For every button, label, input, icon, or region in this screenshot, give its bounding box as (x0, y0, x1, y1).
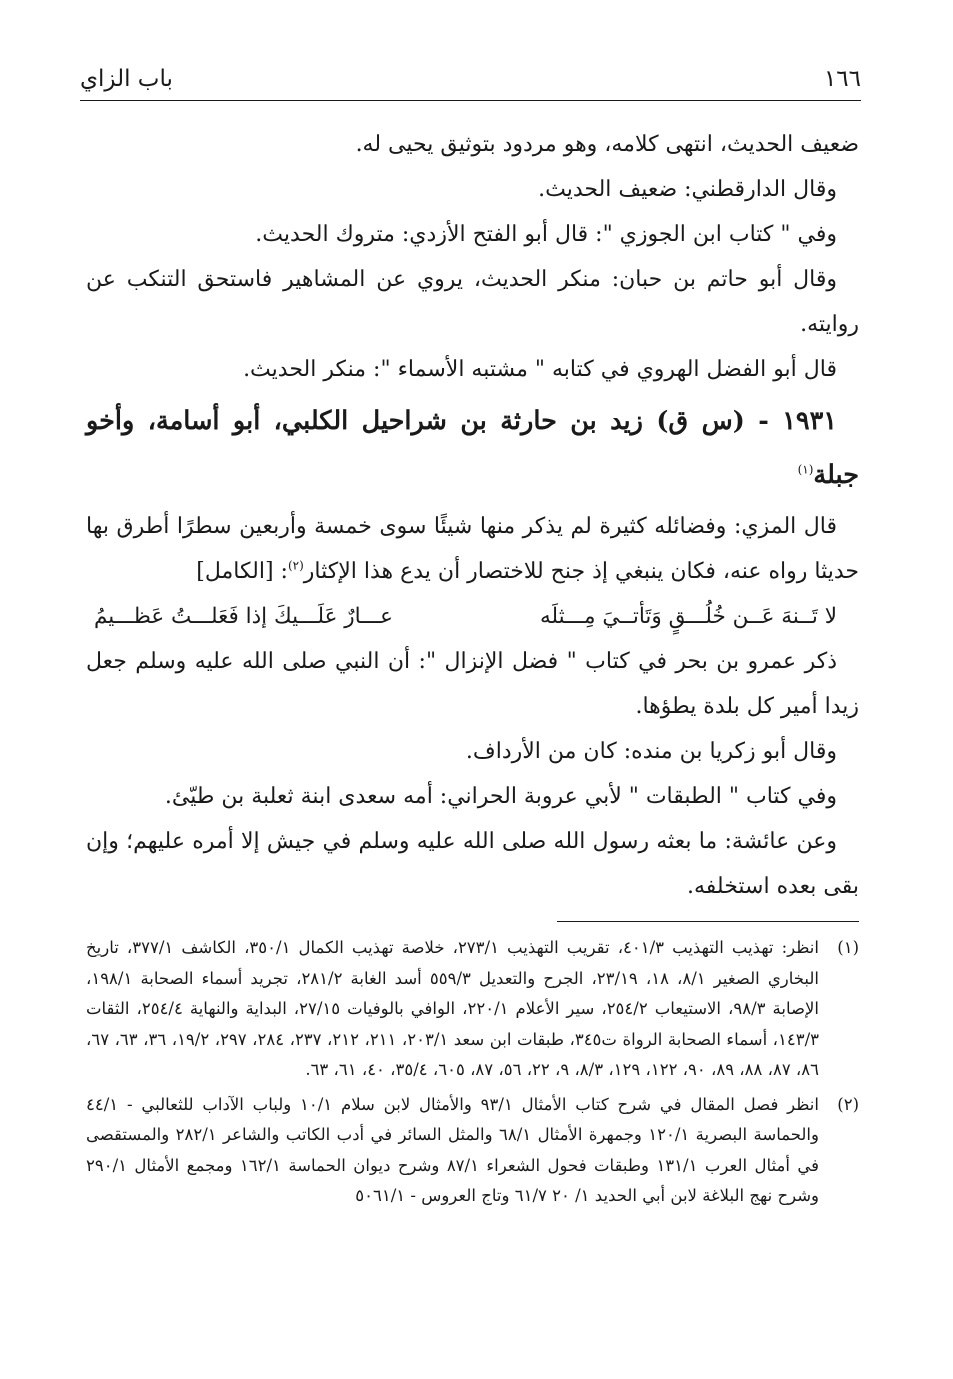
footnote-text: انظر فصل المقال في شرح كتاب الأمثال ٩٣/١ والأمثال لابن سلام ١٠/١ ولباب الآداب للثعالبي - ٤٤/١ والحماسة البصرية ١٢٠/١ وجمهرة الأمثال ٦٨/١ والمثل السائر في أدب الكاتب والشاعر ٢٨٢/١ والمستقصى في أمثال العرب ١٣١/١ وطبقات فحول الشعراء ٨٧/١ وشرح ديوان الحماسة ١٦٢/١ ومجمع الأمثال ٢٩٠/١ وشرح نهج البلاغة لابن أبي الحديد ١/ ٢٠ ٦١/٧ وتاج العروس - ٥٠٦١/١ (86, 1094, 819, 1205)
footnote-marker: (٢) (287, 558, 304, 573)
paragraph: ضعيف الحديث، انتهى كلامه، وهو مردود بتوثيق يحيى له. (355, 132, 859, 157)
footnote (86, 1090, 859, 1212)
entry-heading-text: ١٩٣١ - (س ق) زيد بن حارثة بن شراحيل الكلبي، أبو أسامة، وأخو جبلة (86, 406, 859, 490)
verse-first-hemistich: لا تَــنهَ عَــن خُلُـــقٍ وَتَأتــيَ مِـــثلَه (539, 604, 837, 629)
poetry-verse (86, 594, 859, 639)
footnote-marker: (١) (797, 462, 814, 477)
paragraph: وقال الدارقطني: ضعيف الحديث. (538, 177, 837, 202)
footnote (86, 933, 859, 1086)
paragraph: وعن عائشة: ما بعثه رسول الله صلى الله عليه وسلم في جيش إلا أمره عليهم؛ وإن بقى بعده استخلفه. (86, 829, 859, 899)
meter-label: : [الكامل] (196, 559, 288, 584)
paragraph: وفي " كتاب ابن الجوزي ": قال أبو الفتح الأزدي: متروك الحديث. (255, 222, 837, 247)
paragraph (86, 504, 859, 594)
chapter-title: باب الزاي (80, 66, 173, 92)
paragraph: وقال أبو زكريا بن منده: كان من الأرداف. (465, 739, 837, 764)
main-text (86, 122, 859, 909)
verse-second-hemistich: عـــارٌ عَلَـــيكَ إذا فَعَلـــتُ عَظـــيمُ (94, 604, 393, 629)
running-head (80, 58, 861, 94)
paragraph: قال أبو الفضل الهروي في كتابه " مشتبه الأسماء ": منكر الحديث. (243, 357, 837, 382)
page-number: ١٦٦ (823, 66, 861, 92)
footnote-separator (557, 921, 859, 922)
paragraph: ذكر عمرو بن بحر في كتاب " فضل الإنزال ": أن النبي صلى الله عليه وسلم جعل زيدا أمير كل بلدة يطؤها. (86, 649, 859, 719)
footnote-text: انظر: تهذيب التهذيب ٤٠١/٣، تقريب التهذيب ٢٧٣/١، خلاصة تهذيب الكمال ٣٥٠/١، الكاشف ٣٧٧/١، تاريخ البخاري الصغير ٨/١، ١٨، ٢٣/١٩، الجرح والتعديل ٥٥٩/٣ أسد الغابة ٢٨١/٢، تجريد أسماء الصحابة ١٩٨/١، الإصابة ٩٨/٣، الاستيعاب ٢٥٤/٢، سير الأعلام ٢٢٠/١، الوافي بالوفيات ٢٧/١٥، البداية والنهاية ٢٥٤/٤، الثقات ١٤٣/٣، أسماء الصحابة الرواة ت٣٤٥، طبقات ابن سعد ٢٠٣/١، ٢١١، ٢١٢، ٢٣٧، ٢٨٤، ٢٩٧، ١٩/٢، ٣٦، ٦٣، ٦٧، ٨٦، ٨٧، ٨٨، ٨٩، ٩٠، ١٢٢، ١٢٩، ٨/٣، ٩، ٢٢، ٥٦، ٨٧، ٦٠٥، ٣٥/٤، ٤٠، ٦١، ٦٣. (86, 938, 820, 1079)
header-rule (80, 100, 861, 101)
footnote-number: (١) (837, 938, 859, 957)
footnote-number: (٢) (837, 1094, 859, 1114)
paragraph: وفي كتاب " الطبقات " لأبي عروبة الحراني: أمه سعدى ابنة ثعلبة بن طيّئ. (164, 784, 837, 809)
footnotes (86, 933, 859, 1216)
entry-heading (86, 394, 859, 502)
paragraph: وقال أبو حاتم بن حبان: منكر الحديث، يروي عن المشاهير فاستحق التنكب عن روايته. (86, 267, 859, 337)
paragraph-text: قال المزي: وفضائله كثيرة لم يذكر منها شيئًا سوى خمسة وأربعين سطرًا أطرق بها حديثا رواه عنه، فكان ينبغي إذ جنح للاختصار أن يدع هذا الإكثار (86, 514, 859, 584)
